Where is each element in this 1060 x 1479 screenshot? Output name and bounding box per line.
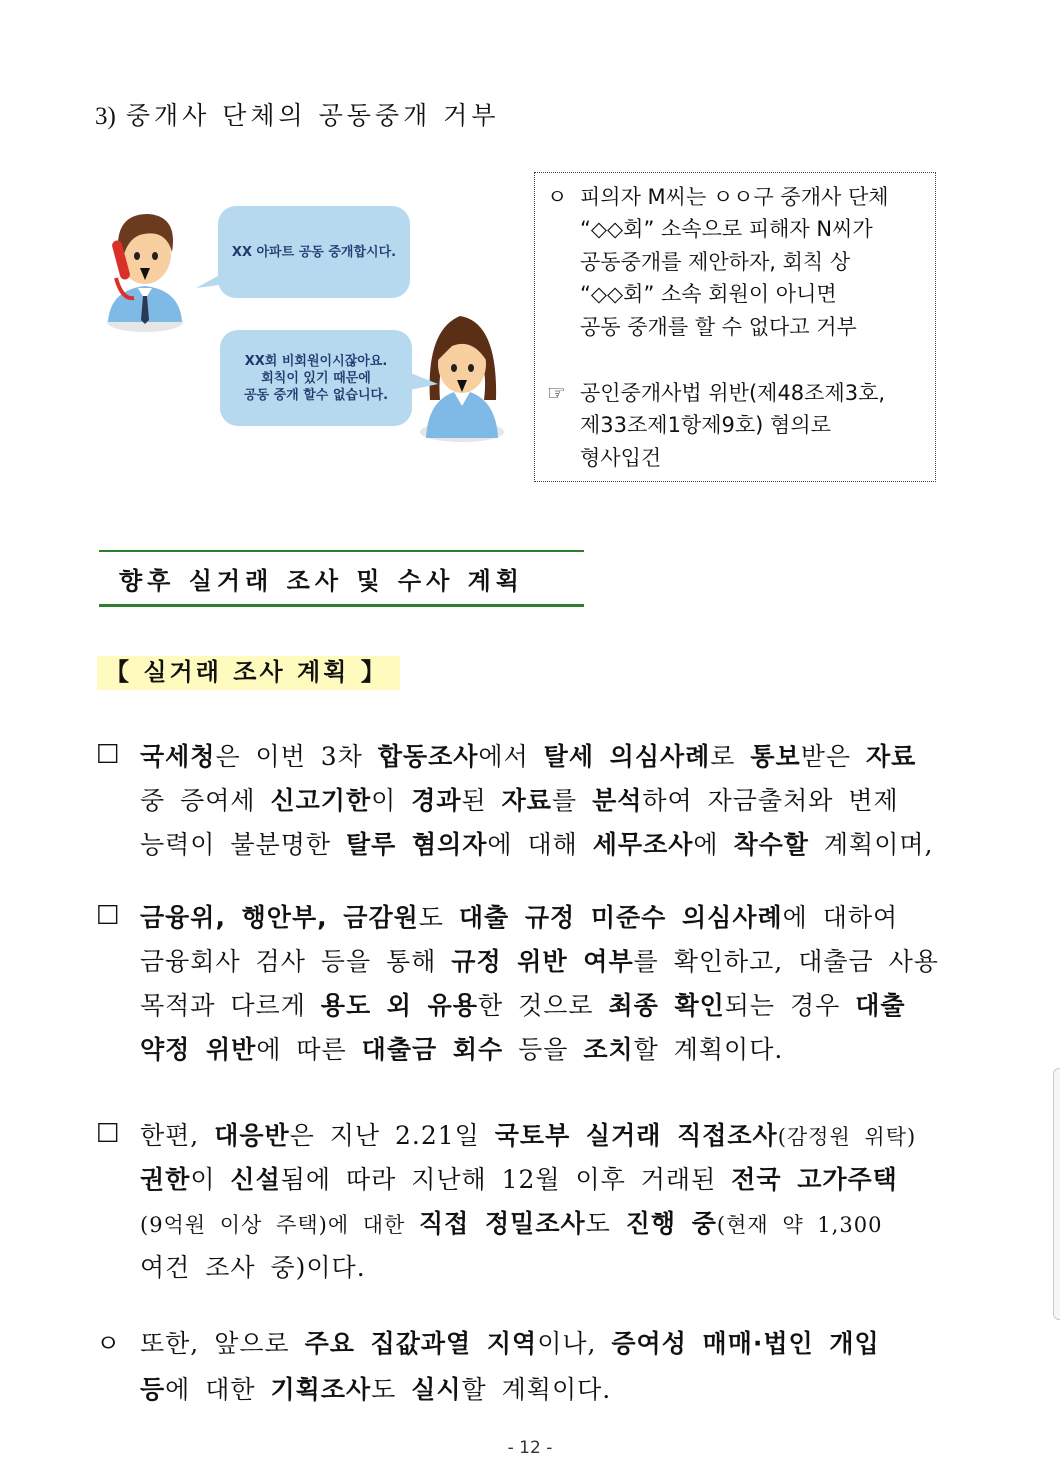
emphasis-text: 자료 <box>501 786 552 815</box>
speech-bubble-woman <box>220 330 412 426</box>
checkbox-square-icon: □ <box>96 737 121 766</box>
body-text: 이나, <box>537 1329 612 1358</box>
emphasis-text: 합동조사 <box>377 742 479 771</box>
speech-bubble-man <box>218 206 410 298</box>
emphasis-text: 탈세 의심사례 <box>543 742 711 771</box>
paragraph-line <box>140 898 898 934</box>
section-title-box <box>99 550 584 607</box>
emphasis-text: 탈루 혐의자 <box>345 830 488 859</box>
emphasis-text: 대출금 회수 <box>361 1035 504 1064</box>
body-text: 한 것으로 <box>477 991 609 1020</box>
emphasis-text: 기획조사 <box>270 1375 372 1404</box>
body-text: 은 지난 2.21일 <box>289 1121 495 1150</box>
emphasis-text: 착수할 <box>733 830 809 859</box>
body-text: 등을 <box>503 1035 584 1064</box>
body-text: (9억원 이상 주택)에 대한 <box>140 1213 420 1237</box>
emphasis-text: 신설 <box>230 1165 281 1194</box>
body-text: 도 <box>371 1375 412 1404</box>
body-text: 은 이번 3차 <box>215 742 378 771</box>
body-text: 하여 자금출처와 변제 <box>642 786 899 815</box>
paragraph-line <box>140 1324 880 1360</box>
man-on-phone-figure <box>107 214 183 332</box>
body-text: 에 대하여 <box>782 903 899 932</box>
checkbox-square-icon: □ <box>96 898 121 927</box>
emphasis-text: 규정 위반 여부 <box>451 947 634 976</box>
body-text: (현재 약 1,300 <box>716 1213 883 1237</box>
woman-figure <box>420 316 504 442</box>
body-text: 에 따른 <box>256 1035 362 1064</box>
paragraph-line <box>140 942 939 978</box>
emphasis-text: 최종 확인 <box>608 991 725 1020</box>
note-text: 형사입건 <box>580 446 662 470</box>
emphasis-text: 경과 <box>411 786 462 815</box>
emphasis-text: 권한 <box>140 1165 191 1194</box>
emphasis-text: 분석 <box>592 786 643 815</box>
body-text: 로 <box>710 742 751 771</box>
case-text: 피의자 M씨는 ㅇㅇ구 중개사 단체 <box>580 185 889 209</box>
emphasis-text: 주요 집값과열 지역 <box>304 1329 538 1358</box>
sub-heading: 【 실거래 조사 계획 】 <box>97 656 400 690</box>
bubble-man-text: XX 아파트 공동 중개합시다. <box>231 244 397 260</box>
body-text: 에 <box>693 830 734 859</box>
case-text: “◇◇회” 소속으로 피해자 N씨가 <box>580 217 873 241</box>
note-text: 제33조제1항제9호) 혐의로 <box>580 413 831 437</box>
bullet-circle-icon: ㅇ <box>547 185 568 209</box>
emphasis-text: 국토부 실거래 직접조사 <box>494 1121 778 1150</box>
emphasis-text: 조치 <box>583 1035 634 1064</box>
emphasis-text: 통보 <box>750 742 801 771</box>
emphasis-text: 대출 <box>855 991 906 1020</box>
heading-3 <box>95 96 499 132</box>
body-text: 도 <box>585 1209 626 1238</box>
body-text: 에 대해 <box>487 830 593 859</box>
paragraph-line <box>140 986 906 1022</box>
emphasis-text: 등 <box>140 1375 166 1404</box>
emphasis-text: 실시 <box>411 1375 462 1404</box>
case-text: 공동중개를 제안하자, 회칙 상 <box>580 250 851 274</box>
emphasis-text: 금융위, 행안부, 금감원 <box>140 903 419 932</box>
body-text: 계획이며, <box>808 830 934 859</box>
body-text: (감정원 위탁) <box>777 1125 917 1149</box>
paragraph-line <box>140 781 899 817</box>
case-text: 공동 중개를 할 수 없다고 거부 <box>580 315 857 339</box>
paragraph-line <box>140 1248 366 1284</box>
heading-text: 중개사 단체의 공동중개 거부 <box>125 101 500 130</box>
heading-number: 3) <box>95 103 116 130</box>
body-text: 이 <box>190 1165 231 1194</box>
emphasis-text: 대출 규정 미준수 의심사례 <box>458 903 783 932</box>
body-text: 를 확인하고, 대출금 사용 <box>633 947 939 976</box>
body-text: 이 <box>371 786 412 815</box>
emphasis-text: 용도 외 유용 <box>320 991 478 1020</box>
body-text: 능력이 불분명한 <box>140 830 346 859</box>
paragraph-line <box>140 1160 898 1196</box>
phone-call-illustration <box>100 200 520 460</box>
emphasis-text: 약정 위반 <box>140 1035 257 1064</box>
body-text: 여건 조사 중)이다. <box>140 1253 366 1282</box>
body-text: 중 증여세 <box>140 786 271 815</box>
emphasis-text: 전국 고가주택 <box>731 1165 898 1194</box>
body-text: 된 <box>461 786 502 815</box>
body-text: 되는 경우 <box>724 991 856 1020</box>
body-text: 할 계획이다. <box>633 1035 784 1064</box>
emphasis-text: 대응반 <box>214 1121 290 1150</box>
body-text: 를 <box>551 786 593 815</box>
case-text: “◇◇회” 소속 회원이 아니면 <box>580 282 837 306</box>
emphasis-text: 직접 정밀조사 <box>419 1209 586 1238</box>
checkbox-square-icon: □ <box>96 1116 121 1145</box>
scrollbar-handle[interactable] <box>1053 1068 1060 1320</box>
body-text: 또한, 앞으로 <box>140 1329 305 1358</box>
paragraph-line <box>140 825 933 861</box>
bullet-circle-icon: ㅇ <box>96 1329 122 1358</box>
emphasis-text: 증여성 매매·법인 개입 <box>611 1329 880 1358</box>
body-text: 목적과 다르게 <box>140 991 321 1020</box>
body-text: 한편, <box>140 1121 215 1150</box>
bubble-woman-line-2: 회칙이 있기 때문에 <box>261 370 371 386</box>
body-text: 받은 <box>800 742 866 771</box>
body-text: 에서 <box>478 742 544 771</box>
body-text: 에 대한 <box>165 1375 271 1404</box>
paragraph-line <box>140 1204 882 1240</box>
body-text: 됨에 따라 지난해 12월 이후 거래된 <box>280 1165 732 1194</box>
bubble-woman-line-1: XX회 비회원이시잖아요. <box>244 353 388 369</box>
bubble-woman-line-3: 공동 중개 할수 없습니다. <box>243 387 389 403</box>
pointing-hand-icon: ☞ <box>547 381 566 405</box>
note-text: 공인중개사법 위반(제48조제3호, <box>580 381 886 405</box>
page-number: - 12 - <box>507 1438 553 1458</box>
section-title: 향후 실거래 조사 및 수사 계획 <box>119 567 524 595</box>
body-text: 할 계획이다. <box>461 1375 612 1404</box>
paragraph-line <box>140 737 916 773</box>
emphasis-text: 국세청 <box>140 742 216 771</box>
body-text: 금융회사 검사 등을 통해 <box>140 947 452 976</box>
paragraph-line <box>140 1370 611 1406</box>
emphasis-text: 신고기한 <box>270 786 372 815</box>
paragraph-line <box>140 1030 783 1066</box>
emphasis-text: 세무조사 <box>592 830 694 859</box>
case-summary-box <box>534 172 936 482</box>
emphasis-text: 진행 중 <box>625 1209 717 1238</box>
emphasis-text: 자료 <box>865 742 917 771</box>
paragraph-line <box>140 1116 916 1152</box>
body-text: 도 <box>418 903 459 932</box>
